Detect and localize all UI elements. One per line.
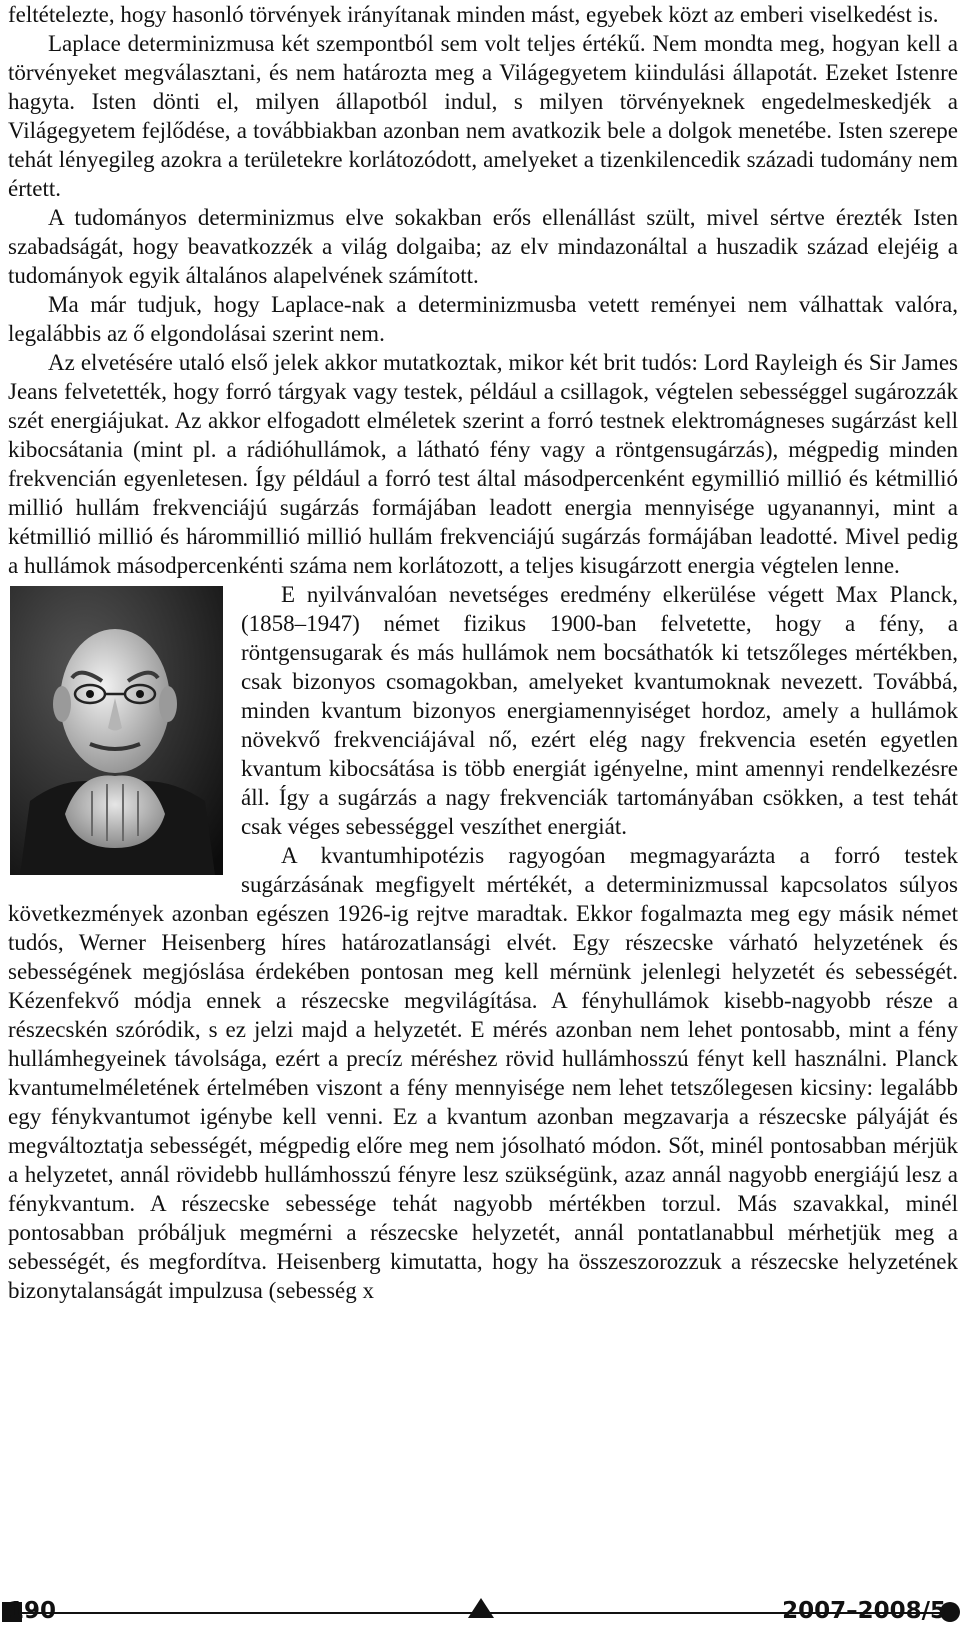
paragraph-5: Az elvetésére utaló első jelek akkor mutatkoztak, mikor két brit tudós: Lord Rayleigh és Sir James Jeans felvetették, hogy forró tárgyak vagy testek, például a csillagok, végtelen sebességgel sugározzák szét energiájukat. Az akkor elfogadott elméletek szerint a forró testnek elektromágneses sugárzást kell kibocsátania (mint pl. a rádióhullámok, a látható fény vagy a röntgensugárzás), mégpedig minden frekvencián egyenletesen. Így például a forró test által másodpercenként egymillió millió és kétmillió millió hullám frekvenciájú sugárzás formájában leadott energia mennyisége ugyanannyi, mint a kétmillió millió és hárommillió millió hullám frekvenciájú sugárzás formájában leadotté. Mivel pedig a hullámok másodpercenkénti száma nem korlátozott, a teljes kisugárzott energia végtelen lenne. <box>8 350 958 578</box>
triangle-marker-icon <box>468 1598 494 1618</box>
page-number: 190 <box>8 1598 57 1624</box>
paragraph-6: E nyilvánvalóan nevetséges eredmény elkerülése végett Max Planck, (1858–1947) német fizikus 1900-ban felvetette, hogy a fény, a röntgensugarak és más hullámok nem bocsáthatók ki tetszőleges mértékben, csak bizonyos csomagokban, amelyeket kvantumoknak nevezett. Továbbá, minden kvantum bizonyos energiamennyiséget hordoz, amely a hullámok növekvő frekvenciájával nő, ezért elég nagy frekvencia esetén egyetlen kvantum kibocsátása is több energiát igényelne, mint amennyi rendelkezésre áll. Így a sugárzás a nagy frekvenciák tartományában csökken, a test tehát csak véges sebességgel veszíthet energiát. <box>241 582 958 839</box>
article-body <box>8 0 958 1305</box>
paragraph-7: A kvantumhipotézis ragyogóan megmagyarázta a forró testek sugárzásának megfigyelt mértékét, a determinizmussal kapcsolatos súlyos következmények azonban egészen 1926-ig rejtve maradtak. Ekkor fogalmazta meg egy másik német tudós, Werner Heisenberg híres határozatlansági elvét. Egy részecske várható helyzetének és sebességének megjóslása érdekében pontosan meg kell mérnünk jelenlegi helyzetét és sebességét. Kézenfekvő módja ennek a részecske megvilágítása. A fényhullámok kisebb-nagyobb része a részecskén szóródik, s ez jelzi majd a helyzetét. E mérés azonban nem lehet pontosabb, mint a fény hullámhegyeinek távolsága, ezért a precíz méréshez rövid hullámhosszú fényt kell használni. Planck kvantumelméletének értelmében viszont a fény mennyisége nem lehet tetszőlegesen kicsiny: legalább egy fénykvantumot igénybe kell venni. Ez a kvantum azonban megzavarja a részecske pályáját és megváltoztatja sebességét, mégpedig előre meg nem jósolható módon. Sőt, minél pontosabban mérjük a helyzetet, annál rövidebb hullámhosszú fényre lesz szükségünk, azaz annál nagyobb energiájú lesz a fénykvantum. A részecske sebessége tehát nagyobb mértékben torzul. Más szavakkal, minél pontosabban próbáljuk megmérni a részecske helyzetét, annál pontatlanabbul mérhetjük meg a sebességét, és megfordítva. Heisenberg kimutatta, hogy ha összeszorozzuk a részecske helyzetének bizonytalanságát impulzusa (sebesség x <box>8 843 958 1303</box>
page-footer <box>0 1590 960 1630</box>
paragraph-3: A tudományos determinizmus elve sokakban erős ellenállást szült, mivel sértve érezték Isten szabadságát, hogy beavatkozzék a világ dolgaiba; az elv mindazonáltal a huszadik század elejéig a tudományok egyik általános alapelvének számított. <box>8 205 958 288</box>
paragraph-4: Ma már tudjuk, hogy Laplace-nak a determinizmusba vetett reményei nem válhattak valóra, legalábbis az ő elgondolásai szerint nem. <box>8 292 958 346</box>
paragraph-1: feltételezte, hogy hasonló törvények irányítanak minden mást, egyebek közt az emberi viselkedést is. <box>8 2 939 27</box>
paragraph-2: Laplace determinizmusa két szempontból sem volt teljes értékű. Nem mondta meg, hogyan kell a törvényeket megválasztani, és nem határozta meg a Világegyetem kiindulási állapotát. Ezeket Istenre hagyta. Isten dönti el, milyen állapotból indul, s milyen törvényeknek engedelmeskedjék a Világegyetem fejlődése, a továbbiakban azonban nem avatkozik bele a dolgok menetébe. Isten szerepe tehát lényegileg azokra a területekre korlátozódott, amelyeket a tizenkilencedik századi tudomány nem értett. <box>8 31 958 201</box>
issue-label: 2007–2008/5 <box>782 1598 946 1624</box>
max-planck-portrait <box>10 586 223 875</box>
